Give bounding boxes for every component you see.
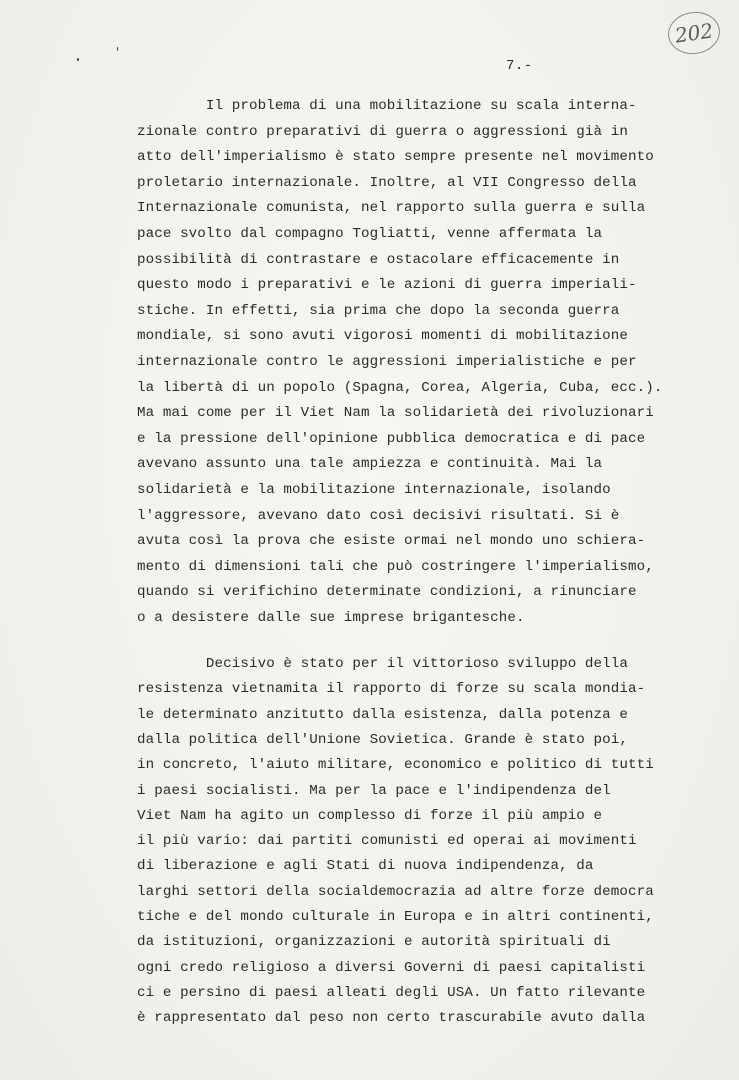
text-line: i paesi socialisti. Ma per la pace e l'indipendenza del [137, 782, 611, 799]
text-line: Il problema di una mobilitazione su scala interna- [137, 98, 637, 114]
text-line: Viet Nam ha agito un complesso di forze il più ampio e [137, 807, 603, 824]
text-line: atto dell'imperialismo è stato sempre presente nel movimento [137, 149, 654, 166]
text-line: proletario internazionale. Inoltre, al VII Congresso della [137, 174, 637, 191]
text-line: stiche. In effetti, sia prima che dopo la seconda guerra [137, 302, 620, 319]
text-line: zionale contro preparativi di guerra o aggressioni già in [137, 123, 628, 140]
text-line: in concreto, l'aiuto militare, economico e politico di tutti [137, 757, 654, 774]
text-line: Internazionale comunista, nel rapporto sulla guerra e sulla [137, 200, 646, 217]
text-line: questo modo i preparativi e le azioni di guerra imperiali- [137, 277, 637, 294]
archive-stamp: 202 [665, 9, 722, 58]
text-line: avevano assunto una tale ampiezza e continuità. Mai la [137, 456, 603, 473]
text-line: avuta così la prova che esiste ormai nel mondo uno schiera- [137, 533, 646, 550]
text-line: possibilità di contrastare e ostacolare efficacemente in [137, 251, 620, 268]
text-line: Decisivo è stato per il vittorioso sviluppo della [137, 656, 628, 672]
text-line: Ma mai come per il Viet Nam la solidarietà dei rivoluzionari [137, 405, 654, 422]
ink-speck [77, 58, 79, 61]
text-line: le determinato anzitutto dalla esistenza, dalla potenza e [137, 706, 628, 723]
page-number: 7.- [506, 58, 533, 74]
text-line: resistenza vietnamita il rapporto di forze su scala mondia- [137, 681, 646, 698]
text-line: mento di dimensioni tali che può costringere l'imperialismo, [137, 558, 654, 575]
text-line: dalla politica dell'Unione Sovietica. Grande è stato poi, [137, 731, 628, 748]
text-line: o a desistere dalle sue imprese brigantesche. [137, 610, 525, 626]
text-line: la libertà di un popolo (Spagna, Corea, Algeria, Cuba, ecc.). [137, 379, 663, 396]
text-line: tiche e del mondo culturale in Europa e in altri continenti, [137, 909, 654, 925]
ink-speck [117, 47, 118, 51]
text-line: quando si verifichino determinate condizioni, a rinunciare [137, 584, 637, 601]
text-line: di liberazione e agli Stati di nuova indipendenza, da [137, 858, 594, 875]
text-line: l'aggressore, avevano dato così decisivi risultati. Si è [137, 507, 620, 524]
text-line: ci e persino di paesi alleati degli USA. Un fatto rilevante [137, 984, 646, 1001]
text-line: internazionale contro le aggressioni imperialistiche e per [137, 354, 637, 370]
text-line: larghi settori della socialdemocrazia ad altre forze democra [137, 883, 654, 900]
text-line: il più vario: dai partiti comunisti ed operai ai movimenti [137, 833, 637, 850]
text-line: da istituzioni, organizzazioni e autorità spirituali di [137, 934, 611, 951]
text-line: mondiale, si sono avuti vigorosi momenti di mobilitazione [137, 328, 628, 345]
text-line: solidarietà e la mobilitazione internazionale, isolando [137, 482, 611, 498]
text-line: è rappresentato dal peso non certo trascurabile avuto dalla [137, 1010, 646, 1027]
text-line: e la pressione dell'opinione pubblica democratica e di pace [137, 430, 646, 447]
text-line: ogni credo religioso a diversi Governi di paesi capitalisti [137, 959, 646, 976]
text-line: pace svolto dal compagno Togliatti, venne affermata la [137, 226, 603, 242]
